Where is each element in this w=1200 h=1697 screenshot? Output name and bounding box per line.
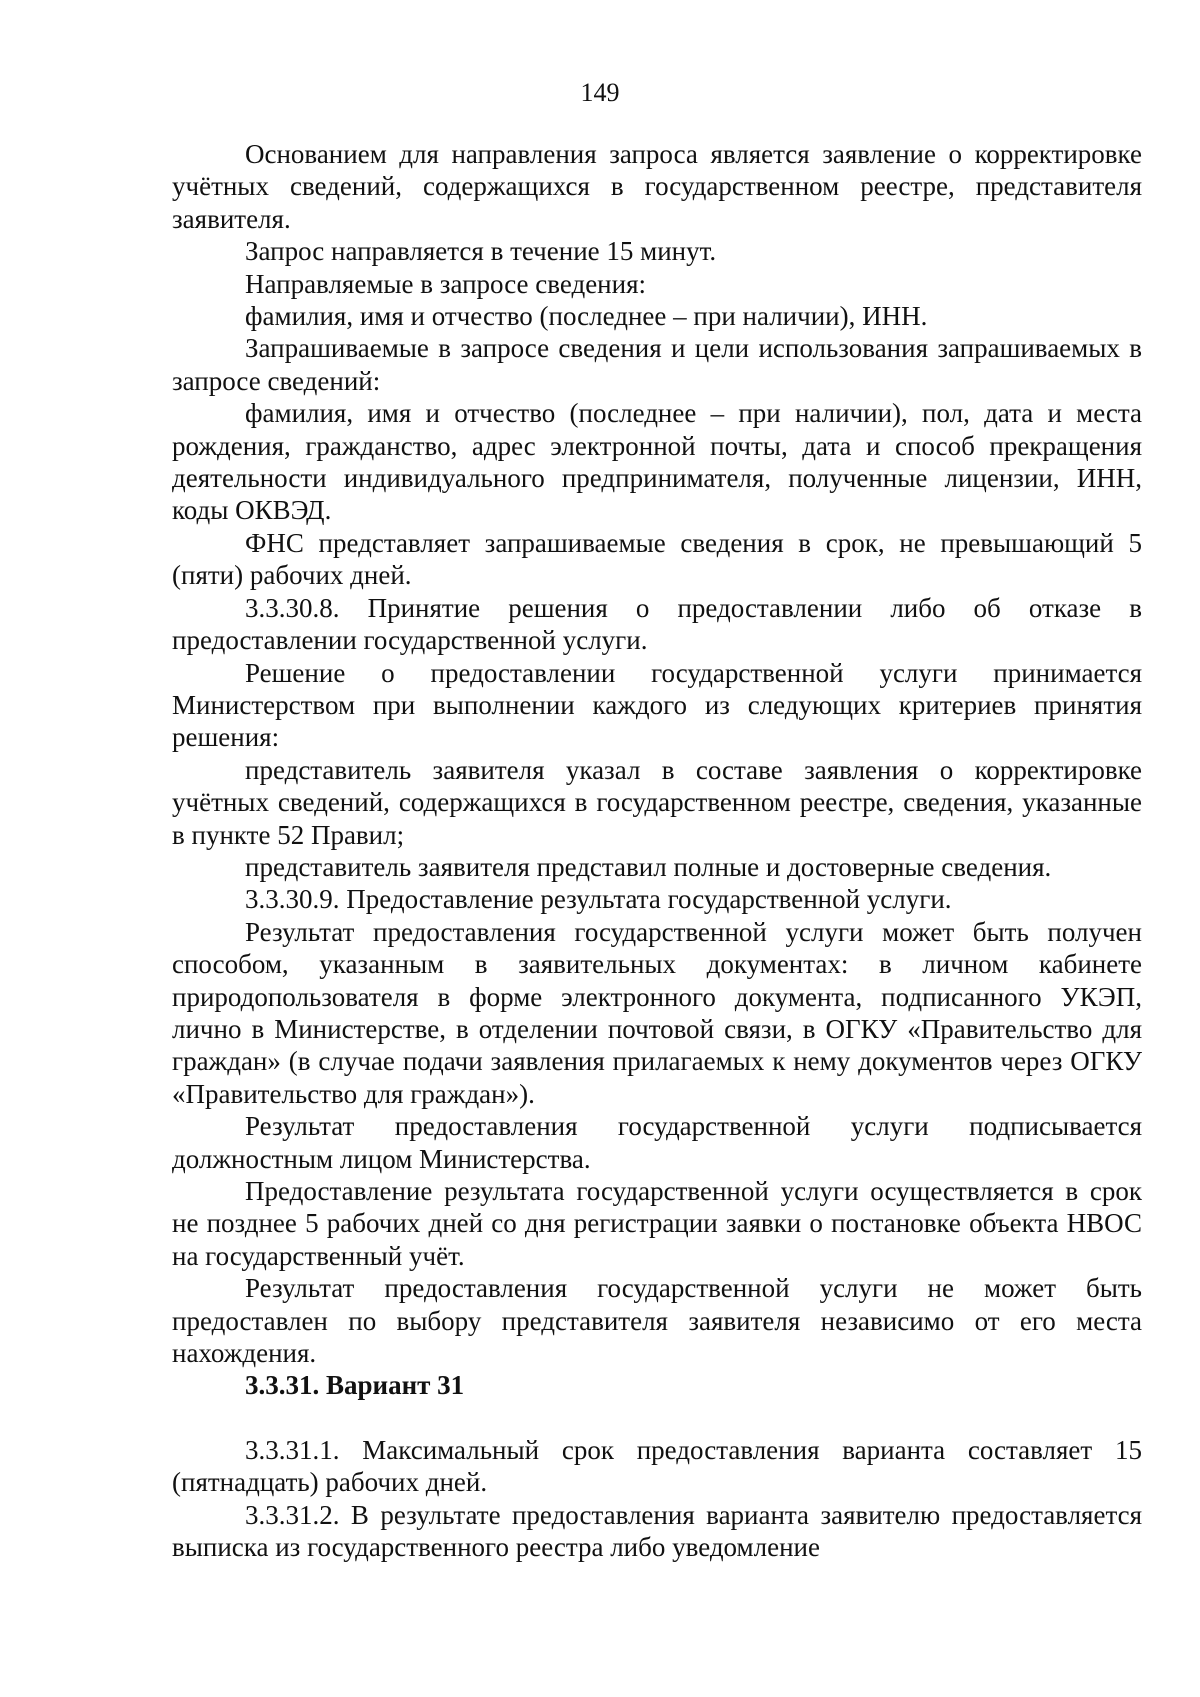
- paragraph: Результат предоставления государственной услуги подписывается должностным лицом Министерства.: [172, 1111, 1142, 1174]
- paragraph: Решение о предоставлении государственной услуги принимается Министерством при выполнении каждого из следующих критериев принятия решения:: [172, 657, 1142, 753]
- paragraph: 3.3.31.1. Максимальный срок предоставления варианта составляет 15 (пятнадцать) рабочих дней.: [172, 1434, 1142, 1498]
- paragraph: представитель заявителя представил полные и достоверные сведения.: [245, 851, 1052, 882]
- paragraph: 3.3.31.2. В результате предоставления варианта заявителю предоставляется выписка из государственного реестра либо уведомление: [172, 1499, 1142, 1563]
- paragraph: Основанием для направления запроса является заявление о корректировке учётных сведений, содержащихся в государственном реестре, представителя заявителя.: [172, 139, 1142, 234]
- paragraph: фамилия, имя и отчество (последнее – при наличии), пол, дата и места рождения, гражданство, адрес электронной почты, дата и способ прекращения деятельности индивидуального предпринимателя, полученные лицензии, ИНН, коды ОКВЭД.: [172, 398, 1142, 526]
- paragraph: Предоставление результата государственной услуги осуществляется в срок не позднее 5 рабочих дней со дня регистрации заявки о постановке объекта НВОС на государственный учёт.: [172, 1176, 1142, 1271]
- section-heading: 3.3.31. Вариант 31: [245, 1370, 465, 1401]
- paragraph: Направляемые в запросе сведения:: [245, 268, 646, 299]
- page-number: 149: [580, 78, 620, 107]
- paragraph: фамилия, имя и отчество (последнее – при наличии), ИНН.: [245, 301, 928, 332]
- paragraph: 3.3.30.9. Предоставление результата государственной услуги.: [245, 884, 952, 915]
- paragraph: Результат предоставления государственной услуги не может быть предоставлен по выбору представителя заявителя независимо от его места нахождения.: [172, 1273, 1142, 1369]
- paragraph: Запрос направляется в течение 15 минут.: [245, 236, 717, 267]
- paragraph: ФНС представляет запрашиваемые сведения в срок, не превышающий 5 (пяти) рабочих дней.: [172, 527, 1142, 591]
- paragraph: Запрашиваемые в запросе сведения и цели использования запрашиваемых в запросе сведений:: [172, 333, 1142, 396]
- document-body: [172, 138, 1142, 1563]
- paragraph: Результат предоставления государственной услуги может быть получен способом, указанным в заявительных документах: в личном кабинете природопользователя в форме электронного документа, подписанного УКЭП, лично в Министерстве, в отделении почтовой связи, в ОГКУ «Правительство для граждан» (в случае подачи заявления прилагаемых к нему документов через ОГКУ «Правительство для граждан»).: [172, 916, 1142, 1109]
- paragraph: представитель заявителя указал в составе заявления о корректировке учётных сведений, содержащихся в государственном реестре, сведения, указанные в пункте 52 Правил;: [172, 754, 1142, 850]
- paragraph: 3.3.30.8. Принятие решения о предоставлении либо об отказе в предоставлении государственной услуги.: [172, 592, 1142, 656]
